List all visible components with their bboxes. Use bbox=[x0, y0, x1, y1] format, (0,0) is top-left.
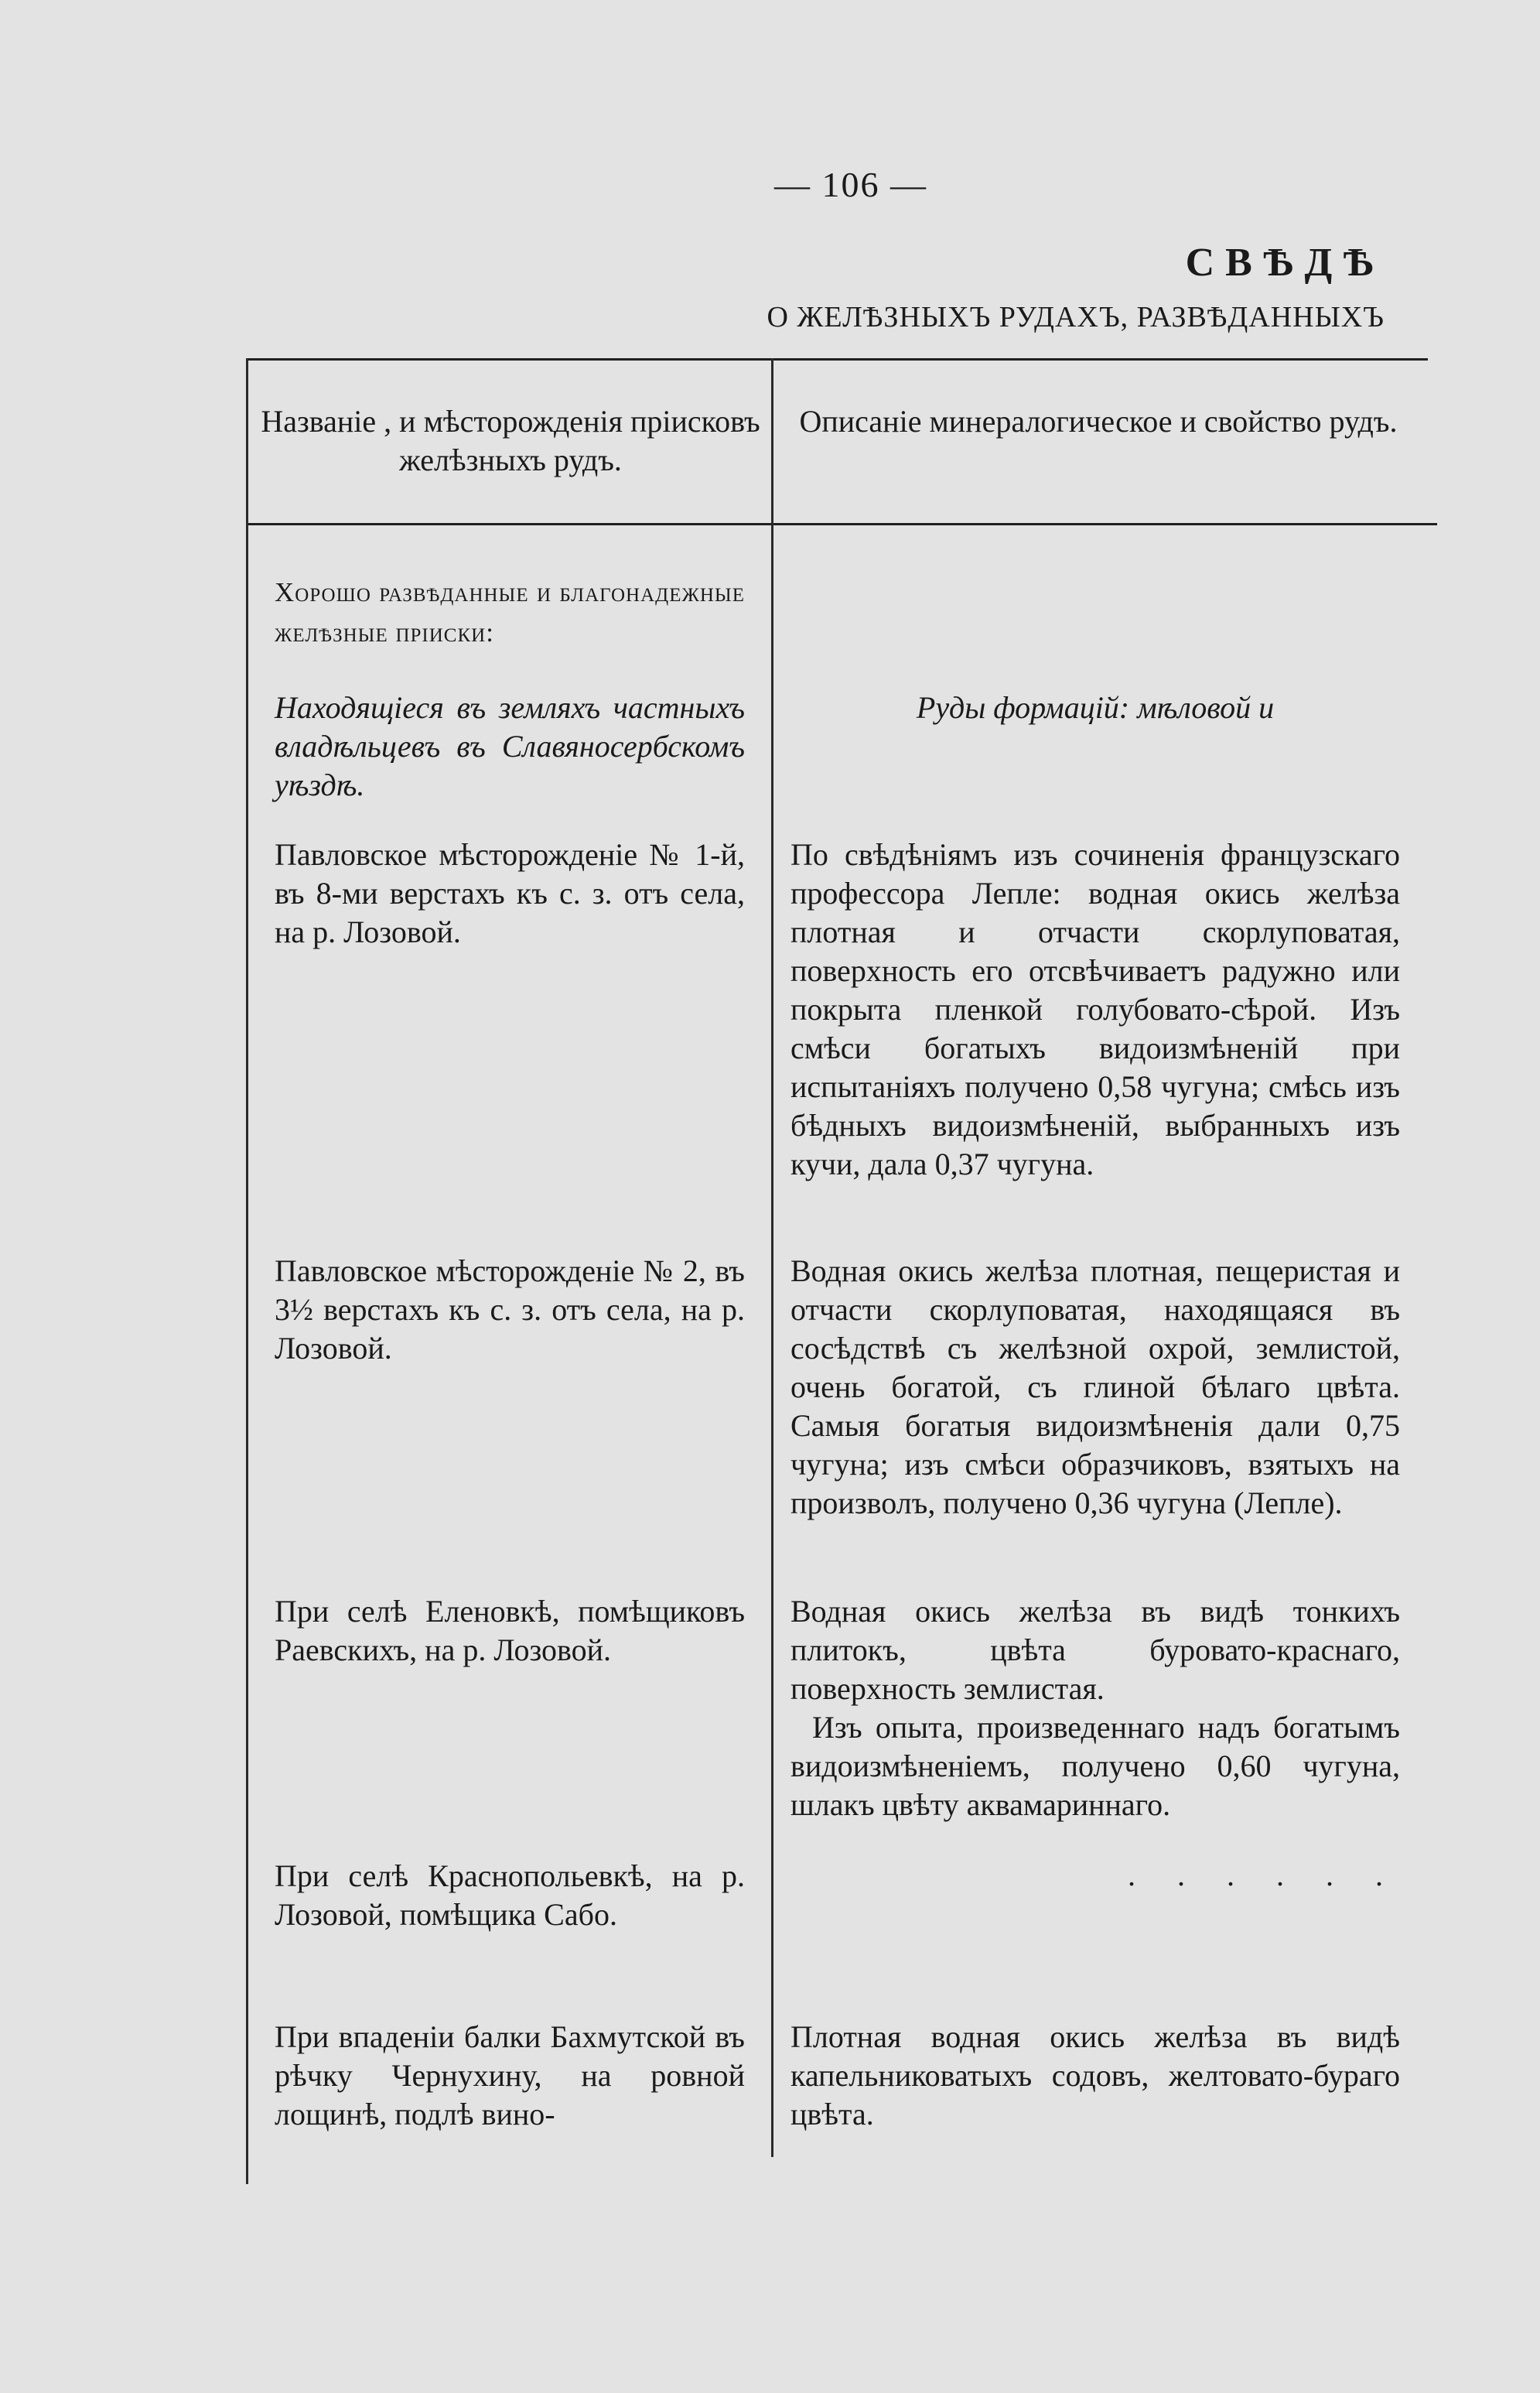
table-row-name: При впаденіи балки Бахмутской въ рѣчку Чернухину, на ровной лощинѣ, подлѣ вино- bbox=[275, 2019, 745, 2131]
table-row-description-continued: Изъ опыта, произведеннаго надъ богатымъ видоизмѣненіемъ, получено 0,60 чугуна, шлакъ цвѣту аквамариннаго. bbox=[790, 1710, 1400, 1822]
table-row-description: Плотная водная окись желѣза въ видѣ капельниковатыхъ содовъ, желтовато-бураго цвѣта. bbox=[790, 2019, 1400, 2131]
document-title: СВѢДѢ bbox=[1185, 241, 1385, 285]
column-divider bbox=[771, 358, 773, 2157]
section-heading: Хорошо развѣданные и благонадежные желѣзные пріиски: bbox=[275, 577, 745, 648]
table-row-name: Павловское мѣсторожденіе № 1-й, въ 8-ми верстахъ къ с. з. отъ села, на р. Лозовой. bbox=[275, 837, 745, 949]
table-row-name: Павловское мѣсторожденіе № 2, въ 3½ верстахъ къ с. з. отъ села, на р. Лозовой. bbox=[275, 1253, 745, 1366]
document-subtitle: О ЖЕЛѢЗНЫХЪ РУДАХЪ, РАЗВѢДАННЫХЪ bbox=[767, 301, 1385, 333]
table-left-border bbox=[246, 358, 248, 2184]
header-bottom-rule bbox=[246, 523, 1437, 525]
column-header-description: Описаніе минералогическое и свойство рудъ. bbox=[799, 404, 1398, 439]
table-row-description: Водная окись желѣза въ видѣ тонкихъ плитокъ, цвѣта буровато-краснаго, поверхность землистая. bbox=[790, 1594, 1400, 1706]
table-row-description: По свѣдѣніямъ изъ сочиненія французскаго профессора Лепле: водная окись желѣза плотная и отчасти скорлуповатая, поверхность его отсвѣчиваетъ радужно или покрыта пленкой голубовато-сѣрой. Изъ смѣси богатыхъ видоизмѣненій при испытаніяхъ получено 0,58 чугуна; смѣсь изъ бѣдныхъ видоизмѣненій, выбранныхъ изъ кучи, дала 0,37 чугуна. bbox=[790, 837, 1400, 1181]
table-row-name: При селѣ Краснопольевкѣ, на р. Лозовой, помѣщика Сабо. bbox=[275, 1858, 745, 1932]
column-header-name: Названіе , и мѣсторожденія пріисковъ желѣзныхъ рудъ. bbox=[261, 404, 760, 477]
table-row-name: При селѣ Еленовкѣ, помѣщиковъ Раевскихъ, на р. Лозовой. bbox=[275, 1594, 745, 1667]
table-row-description: Водная окись желѣза плотная, пещеристая и отчасти скорлуповатая, находящаяся въ сосѣдствѣ съ желѣзной охрой, землистой, очень богатой, съ глиной бѣлаго цвѣта. Самыя богатыя видоизмѣненія дали 0,75 чугуна; изъ смѣси образчиковъ, взятыхъ на произволъ, получено 0,36 чугуна (Лепле). bbox=[790, 1253, 1400, 1520]
page-number: — 106 — bbox=[774, 165, 927, 204]
section-subheading-right: Руды формацій: мѣловой и bbox=[916, 690, 1275, 725]
table-row-description-placeholder: . . . . . . bbox=[1128, 1858, 1400, 1892]
section-subheading-left: Находящіеся въ земляхъ частныхъ владѣльцевъ въ Славяносербскомъ уѣздѣ. bbox=[275, 690, 745, 802]
table-top-rule bbox=[246, 358, 1428, 361]
